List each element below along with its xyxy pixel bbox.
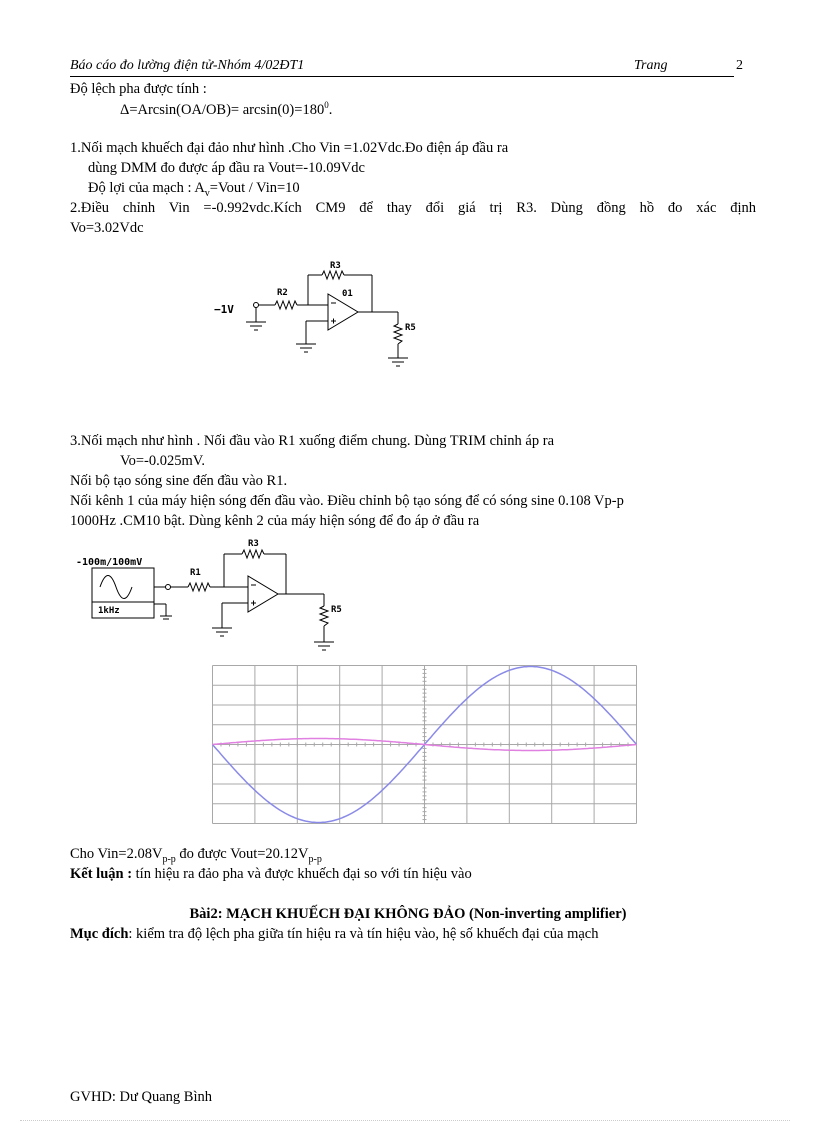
vin-text: Cho Vin=2.08V	[70, 846, 163, 862]
inverting-amp-circuit-2	[70, 532, 370, 662]
r1-label: R1	[190, 568, 201, 578]
intro-line: Độ lệch pha được tính :	[70, 81, 207, 97]
gain-suffix: =Vout / Vin=10	[209, 180, 300, 196]
opamp-label: 01	[342, 289, 353, 299]
step3-line1: 3.Nối mạch như hình . Nối đầu vào R1 xuống điểm chung. Dùng TRIM chỉnh áp ra	[70, 433, 555, 449]
r5-label-2: R5	[331, 605, 342, 615]
r2-label: R2	[277, 288, 288, 298]
measurement-line	[70, 846, 322, 865]
gain-sub: v	[204, 188, 210, 199]
header-rule	[70, 76, 734, 77]
conclusion-line	[70, 866, 472, 883]
conclusion-label: Kết luận :	[70, 866, 133, 882]
step3-line2: Vo=-0.025mV.	[120, 453, 205, 469]
phase-formula-text: Δ=Arcsin(OA/OB)= arcsin(0)=180	[120, 101, 325, 118]
inverting-amp-circuit-1	[200, 252, 430, 377]
step1-line2: dùng DMM đo được áp đầu ra Vout=-10.09Vdc	[88, 160, 365, 176]
generator-freq-label: 1kHz	[98, 606, 120, 616]
phase-formula-end: .	[328, 101, 333, 118]
step1-line1: 1.Nối mạch khuếch đại đảo như hình .Cho Vin =1.02Vdc.Đo điện áp đầu ra	[70, 140, 509, 156]
vout-sub: p-p	[308, 854, 322, 865]
generator-range-label: -100m/100mV	[76, 557, 143, 568]
input-voltage-label: −1V	[214, 303, 234, 316]
r5-label: R5	[405, 323, 416, 333]
page-label: Trang	[634, 58, 668, 73]
purpose-label: Mục đích	[70, 926, 129, 942]
r3-label-2: R3	[248, 539, 259, 549]
step3-line5: 1000Hz .CM10 bật. Dùng kênh 2 của máy hiện sóng để đo áp ở đầu ra	[70, 513, 480, 529]
footer-supervisor: GVHD: Dư Quang Bình	[70, 1089, 212, 1105]
purpose-line	[70, 926, 599, 943]
r3-label: R3	[330, 261, 341, 271]
page-number: 2	[736, 58, 743, 73]
header-title: Báo cáo đo lường điện tử-Nhóm 4/02ĐT1	[70, 58, 305, 73]
purpose-text: : kiểm tra độ lệch pha giữa tín hiệu ra và tín hiệu vào, hệ số khuếch đại của mạch	[128, 926, 599, 942]
step3-line3: Nối bộ tạo sóng sine đến đầu vào R1.	[70, 473, 288, 489]
step2-line1: 2.Điều chỉnh Vin =-0.992vdc.Kích CM9 để thay đổi giá trị R3. Dùng đồng hồ đo xác định	[70, 200, 756, 216]
gain-prefix: Độ lợi của mạch : A	[88, 180, 205, 196]
footer-rule	[20, 1120, 790, 1121]
conclusion-text: tín hiệu ra đảo pha và được khuếch đại so với tín hiệu vào	[132, 866, 472, 882]
phase-formula	[120, 100, 332, 119]
vin-sub: p-p	[162, 854, 176, 865]
step2-line2: Vo=3.02Vdc	[70, 220, 144, 236]
vout-text: đo được Vout=20.12V	[175, 846, 309, 862]
step3-line4: Nối kênh 1 của máy hiện sóng đến đầu vào. Điều chỉnh bộ tạo sóng để có sóng sine 0.108 Vp-p	[70, 493, 624, 509]
degree-sup: 0	[324, 100, 329, 110]
oscilloscope-display	[212, 665, 637, 825]
section2-title: Bài2: MẠCH KHUẾCH ĐẠI KHÔNG ĐẢO (Non-inverting amplifier)	[189, 906, 627, 922]
step1-line3	[88, 180, 300, 199]
